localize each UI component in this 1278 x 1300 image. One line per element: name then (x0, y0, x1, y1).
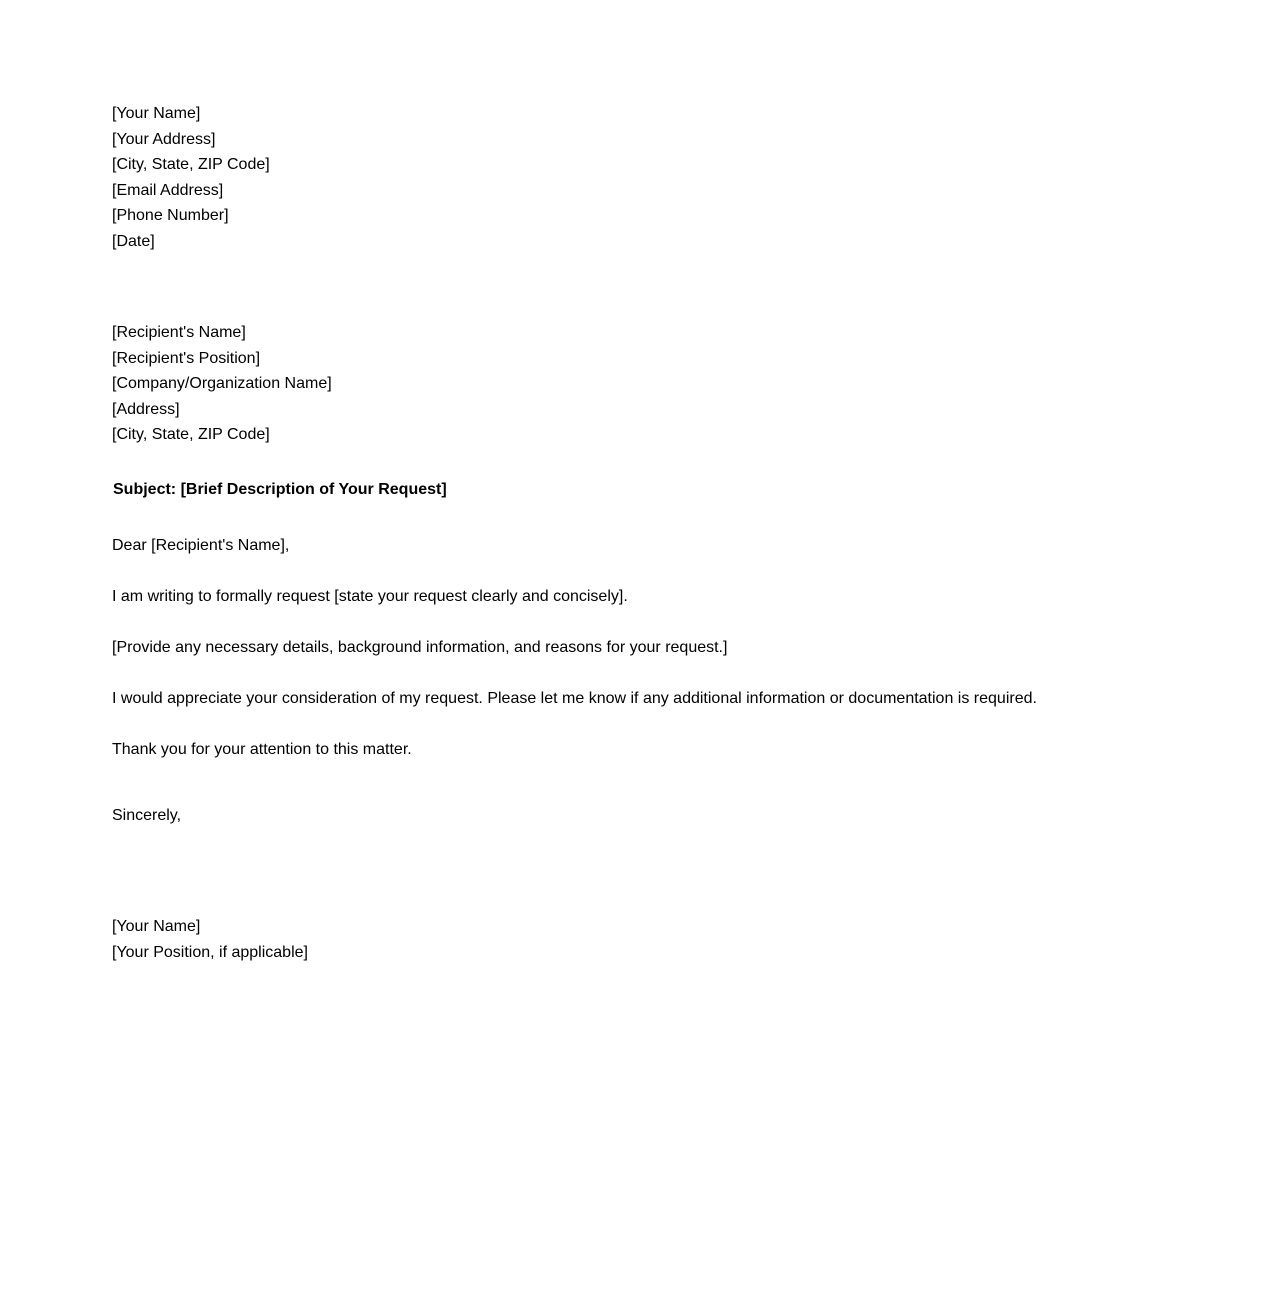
greeting: Dear [Recipient's Name], (112, 537, 290, 554)
thanks-paragraph: Thank you for your attention to this matter. (112, 741, 412, 758)
appreciation-paragraph: I would appreciate your consideration of my request. Please let me know if any additional information or documentation is required. (112, 690, 1037, 707)
signature-block (112, 914, 308, 965)
request-paragraph: I am writing to formally request [state your request clearly and concisely]. (112, 588, 628, 605)
subject-line: Subject: [Brief Description of Your Request] (113, 481, 447, 498)
signature-name: [Your Name] (112, 918, 201, 935)
sender-name: [Your Name] (112, 105, 201, 122)
sender-phone: [Phone Number] (112, 207, 229, 225)
closing: Sincerely, (112, 807, 182, 824)
recipient-address: [Address] (112, 400, 180, 418)
details-paragraph: [Provide any necessary details, background information, and reasons for your request.] (112, 639, 728, 656)
signature-position: [Your Position, if applicable] (112, 943, 308, 961)
sender-city-state-zip: [City, State, ZIP Code] (112, 156, 270, 174)
recipient-organization: [Company/Organization Name] (112, 375, 332, 393)
recipient-block (112, 320, 332, 448)
sender-email: [Email Address] (112, 181, 224, 199)
recipient-name: [Recipient's Name] (112, 324, 246, 341)
letter-date: [Date] (112, 232, 155, 250)
recipient-city-state-zip: [City, State, ZIP Code] (112, 426, 270, 444)
recipient-position: [Recipient's Position] (112, 349, 261, 367)
sender-address: [Your Address] (112, 130, 216, 148)
sender-block (112, 101, 270, 255)
